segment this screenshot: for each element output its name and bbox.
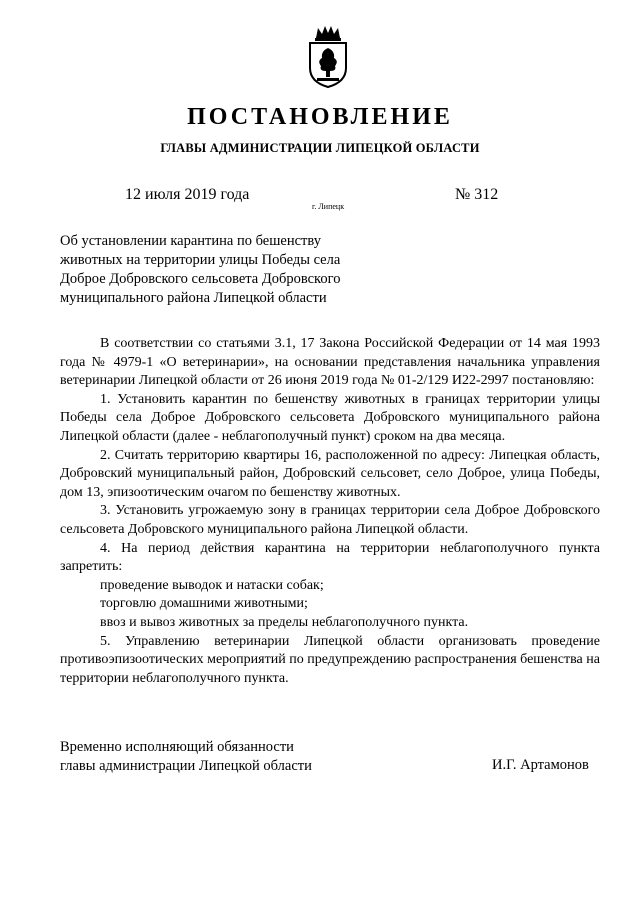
subject-line: муниципального района Липецкой области [60,290,327,306]
clause-3: 3. Установить угрожаемую зону в границах территории села Доброе Добровского сельсовета Добровского муниципального района Липецкой области. [60,503,600,537]
prohibition-item: ввоз и вывоз животных за пределы неблагополучного пункта. [100,614,469,630]
subject-line: животных на территории улицы Победы села [60,252,341,268]
signatory-position-line: Временно исполняющий обязанности [60,739,294,755]
prohibition-item: проведение выводок и натаски собак; [100,577,324,593]
coat-of-arms-icon [304,24,352,90]
document-number: № 312 [455,186,499,203]
signatory-position [60,738,312,776]
subject-line: Об установлении карантина по бешенству [60,233,321,249]
document-date: 12 июля 2019 года [125,186,250,203]
signatory-position-line: главы администрации Липецкой области [60,758,312,774]
signatory-name: И.Г. Артамонов [492,757,589,773]
document-title: ПОСТАНОВЛЕНИЕ [187,104,453,130]
document-subject [60,232,380,308]
document-body [60,335,600,688]
subject-line: Доброе Добровского сельсовета Добровского [60,271,341,287]
clause-4: 4. На период действия карантина на территории неблагополучного пункта запретить: [60,540,600,575]
preamble-paragraph: В соответствии со статьями 3.1, 17 Закона Российской Федерации от 14 мая 1993 года № 4979-1 «О ветеринарии», на основании представления начальника управления ветеринарии Липецкой области от 26 июня 2019 года № 01-2/129 И22-2997 постановляю: [60,336,600,389]
prohibition-item: торговлю домашними животными; [100,596,308,612]
clause-1: 1. Установить карантин по бешенству животных в границах территории улицы Победы села Доброе Добровского сельсовета Добровского муниципального района Липецкой области (далее - неблагополучный пункт) сроком на два месяца. [60,391,600,444]
clause-5: 5. Управлению ветеринарии Липецкой области организовать проведение противоэпизоотических мероприятий по предупреждению распространения бешенства на территории неблагополучного пункта. [60,633,600,686]
clause-2: 2. Считать территорию квартиры 16, расположенной по адресу: Липецкая область, Добровский муниципальный район, Добровский сельсовет, село Доброе, улица Победы, дом 13, эпизоотическим очагом по бешенству животных. [60,447,600,500]
document-subtitle: ГЛАВЫ АДМИНИСТРАЦИИ ЛИПЕЦКОЙ ОБЛАСТИ [160,141,480,155]
document-city: г. Липецк [312,202,345,211]
